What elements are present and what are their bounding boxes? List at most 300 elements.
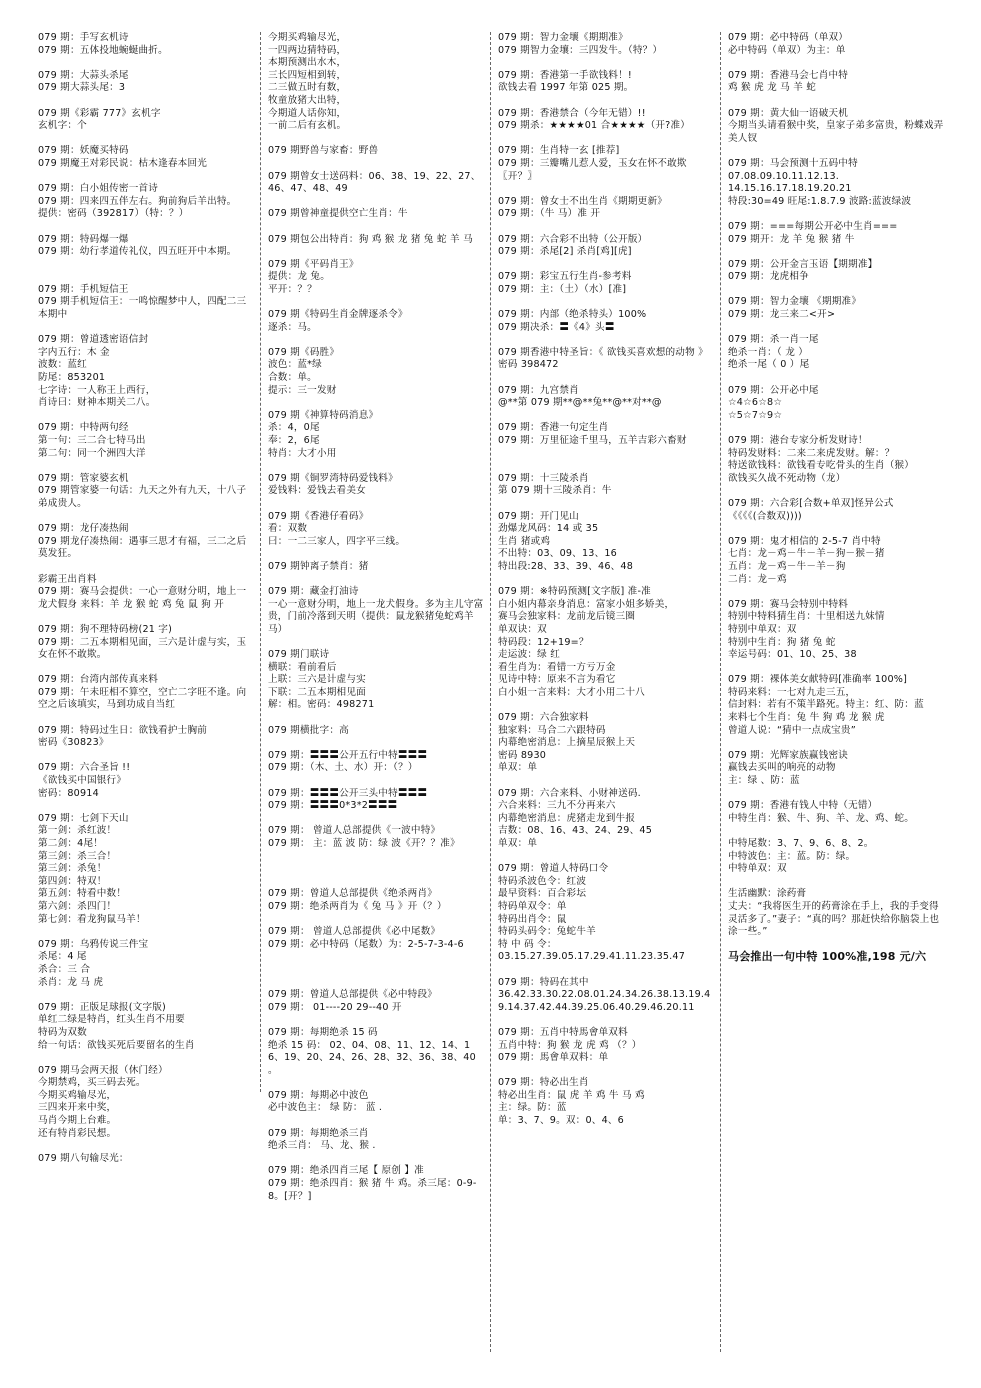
tip-line [38,271,256,284]
tip-block [498,196,716,221]
tip-block [38,725,256,750]
tip-line: 平开：？？ [268,283,317,295]
tip-line: 二三做五时有数， [268,82,347,94]
tip-line: 赛马会独家料：龙前龙后镜三圈 [498,611,636,623]
tip-line: 079 期：午未旺相不算空，空亡二字旺不逢。向空之后该填实，马到功成自当红 [38,686,247,711]
tip-block [268,888,486,913]
tip-line: 绝杀三肖： 马、龙、猴 . [268,1140,376,1152]
tip-line: 079 期： 曾道人总部提供《必中尾数》 [268,926,441,938]
tip-line: 一心一意财分明，地上一龙犬假身。多为主儿守富贵，门前冷落到天明（提供：鼠龙猴猪兔蛇鸡羊马） [268,598,484,635]
tip-block [268,825,486,850]
tip-line: 079 期：曾道透密语信封 [38,334,149,346]
tip-line: 079 期《特码生肖金牌逐杀令》 [268,309,408,321]
tip-line: 提供：密码（392817）（特：？） [38,208,189,220]
tip-line: 第三剑：杀兔！ [38,863,107,875]
tip-line: 主：绿 、防：蓝 [728,775,800,787]
tip-line: 079 期：生肖特一玄 [推荐] [498,145,620,157]
tip-line: @**第 079 期**@**兔**@**对**@ [498,397,662,409]
tip-line: 079 期：〓〓〓公开三头中特〓〓〓 [268,787,428,799]
tip-line: 特码出肖令：鼠 [498,913,567,925]
tip-block [38,1002,256,1052]
tip-line: 杀：4，0尾 [268,422,320,434]
tip-block [38,574,256,612]
tip-line: 079 期：赛马会特别中特料 [728,598,849,610]
tip-block [38,1153,256,1166]
tip-block [498,977,716,1015]
tip-line: 079 期：龙三来二<开> [728,309,836,321]
tip-line: 杀尾：4 尾 [38,951,87,963]
tip-line: 079 期：曾道人总部提供《必中特段》 [268,989,438,1001]
tip-line: 单：3、7、9。双：0、4、6 [498,1115,624,1127]
tip-block [498,1077,716,1127]
tip-line: 079 期：鬼才相信的 2-5-7 肖中特 [728,535,881,547]
tip-line: 079 期：智力金壤《期期准》 [498,32,628,43]
tip-block [38,70,256,95]
tip-line: 079 期：龙虎相争 [728,271,809,283]
tip-line: 079 期：六合独家料 [498,712,589,724]
tip-line: 内幕绝密消息：上摘星辰猴上天 [498,737,636,749]
tip-block [268,347,486,397]
tip-line: 079 期：狗不理特码榜(21 字) [38,623,173,635]
tip-block [268,410,486,460]
tip-line: 特必出生肖：鼠 虎 羊 鸡 牛 马 鸡 [498,1089,645,1101]
tip-line: 欲钱去看 1997 年第 025 期。 [498,82,634,94]
tip-block [268,145,486,158]
tip-line: 079 期：妖魔买特码 [38,145,129,157]
tip-block [498,108,716,133]
text-column-1 [30,32,260,1358]
tip-line: 中特波色：主：蓝。防：绿。 [728,850,856,862]
tip-line: 079 期：光辉家族赢钱密诀 [728,749,849,761]
tip-line: 七字诗：一人称王上西行， [38,384,156,396]
tip-line: 字内五行：木 金 [38,346,110,358]
tip-line: 14.15.16.17.18.19.20.21 [728,183,852,195]
tip-line: 主：绿。防：蓝 [498,1102,567,1114]
tip-block [38,145,256,170]
tip-block [728,536,946,586]
tip-line: 079 期：管家婆玄机 [38,472,129,484]
tip-line: 079 期：※特码预测[文字版] 准-准 [498,586,651,598]
tip-line: 曾道人说：“猜中一点成宝贵” [728,724,856,736]
tip-line: 079 期：七剑下天山 [38,812,129,824]
tip-line: 079 期：开门见山 [498,510,579,522]
tip-line: 今期禁鸡，买三码去死。 [38,1077,146,1089]
tip-line: 079 期：藏金打油诗 [268,586,359,598]
tip-line: 03.15.27.39.05.17.29.41.11.23.35.47 [498,951,686,963]
tip-line: 079 期：绝杀四肖：猴 猪 牛 鸡。杀三尾：0-9-8。[开？] [268,1178,477,1202]
tip-line: 079 期：〓〓〓0*3*2〓〓〓 [268,800,398,812]
tip-line: 079 期：曾女士不出生肖《期期更新》 [498,195,668,207]
tip-line: 079 期《香港仔看码》 [268,510,369,522]
tip-block [728,838,946,876]
tip-line: 走运波：绿 红 [498,649,561,661]
tip-line: 第 079 期十三陵杀肖：牛 [498,485,612,497]
tip-line: 079 期：六合圣旨 !! [38,762,131,774]
tip-block [268,964,486,977]
tip-line: 079 期：智力金壤 《期期准》 [728,296,862,308]
tip-line: 单双：单 [498,838,538,849]
tip-block [268,788,486,813]
tip-line: 079 期：乌鸦传说三件宝 [38,938,149,950]
tip-block [268,32,486,133]
tip-block [268,989,486,1014]
tip-line: 079 期：香港有钱人中特（无错） [728,800,878,812]
tip-line: 特肖：大才小用 [268,447,337,459]
tip-block [728,750,946,788]
tip-line: 鸡 猴 虎 龙 马 羊 蛇 [728,82,817,94]
tip-line: 079 期： 01----20 29--40 开 [268,1001,402,1013]
tip-block [38,1065,256,1141]
tip-line: 079 期：曾道人总部提供《绝杀两肖》 [268,888,438,900]
tip-block [38,674,256,712]
tip-block [38,939,256,989]
tip-block [728,888,946,938]
tip-line: 079 期：手写玄机诗 [38,32,129,43]
tip-block [498,32,716,57]
tip-block [498,271,716,296]
tip-line: 看生肖为：看错一方亏万金 [498,661,616,673]
tip-line: 波色：蓝*绿 [268,359,322,371]
tip-line: 079 期决杀：〓《4》头〓 [498,321,615,333]
tip-line: 079 期：〓〓〓公开五行中特〓〓〓 [268,749,428,761]
tip-line: 必中特码（单双）为主：单 [728,44,846,56]
tip-line: 第一剑：杀红波！ [38,825,117,837]
tip-line: 079 期：三瓣嘴儿惹人爱，玉女在怀不敢欺〖开？〗 [498,157,687,182]
tip-line: 奉：2，6尾 [268,435,320,446]
tip-line: 第二句：同一个洲四大洋 [38,447,146,459]
text-column-2 [260,32,490,1358]
tip-line: 今期买鸡输尽光， [268,32,347,43]
tip-line: 看：双数 [268,523,308,535]
tip-block [728,599,946,662]
tip-line: 生活幽默：涂药膏 [728,888,807,900]
tip-line: 079 期横批字：高 [268,724,349,736]
tip-line: 给一句话：欲钱买死后要留名的生肖 [38,1039,195,1051]
tip-line: 07.08.09.10.11.12.13. [728,170,840,182]
tip-line: ☆4☆6☆8☆ [728,397,783,409]
tip-line: 特段:30=49 旺尾:1.8.7.9 波路:蓝波绿波 [728,195,912,207]
tip-line: 肖诗曰：财神本期关二八。 [38,397,156,409]
tip-block [728,221,946,246]
tip-line: 079 期钟离子禁肖：猪 [268,560,369,572]
tip-line: 079 期门联诗 [268,649,330,661]
tip-line: 079 期智力金壤：三四发牛。（特？） [498,44,663,56]
tip-line: 079 期：二五本期相见面，三六是计虚与实，玉女在怀不敢欺。 [38,636,247,661]
tip-line: 079 期：六合彩[合数+单双]怪异公式 [728,497,894,509]
tip-line: 生肖 猪或鸡 [498,535,551,547]
tip-line: 079 期：必中特码（尾数）为：2-5-7-3-4-6 [268,938,464,950]
tip-block [728,385,946,423]
tip-line: 第七剑：看龙狗鼠马羊！ [38,913,146,925]
tip-line: 079 期：每期绝杀三肖 [268,1127,369,1139]
tip-line: 赢钱去买叫的响亮的动物 [728,762,836,774]
tip-block [498,712,716,775]
tip-line: 079 期：十三陵杀肖 [498,472,589,484]
tip-block [268,561,486,574]
tip-block [268,511,486,549]
tip-line: 第二剑：4尾！ [38,838,104,849]
tip-line: 二肖：龙－鸡 [728,573,787,585]
tip-line: 绝杀一肖：（ 龙 ） [728,346,809,358]
tip-block [38,473,256,511]
tip-line: 独家料：马合二六跟特码 [498,724,606,736]
tip-line: 079 期：手机短信王 [38,283,129,295]
tip-line: 079 期野兽与家畜：野兽 [268,145,379,157]
tip-line: 白小姐内幕亲身消息：富家小姐多娇美， [498,598,675,610]
tip-line: 三四来开来中奖， [38,1102,117,1114]
tip-line: 见诗中特：原来不言为看它 [498,674,616,686]
tip-block [38,422,256,460]
tip-block [728,32,946,57]
tip-block [38,334,256,410]
tip-line: 逐杀：马。 [268,321,317,333]
tip-line: 079 期《平码肖王》 [268,258,359,270]
tip-line: 079 期：赛马会提供：一心一意财分明，地上一龙犬假身 来料：羊 龙 猴 蛇 鸡 兔 鼠 狗 开 [38,586,247,610]
tip-line: 上联：三六是计虚与实 [268,674,366,686]
tip-block [268,1027,486,1077]
tip-line: 079 期：公开必中尾 [728,384,819,396]
tip-line: 079 期：绝杀四肖三尾【 原创 】准 [268,1165,424,1177]
tip-line: 杀肖：龙 马 虎 [38,976,104,988]
tip-line: 079 期：必中特码（单双） [728,32,849,43]
tip-line: 079 期《彩霸 777》玄机字 [38,107,161,119]
tip-line: 爱钱料：爱钱去看美女 [268,485,366,497]
tip-line: 本期预测出水木， [268,57,347,69]
tip-block [38,183,256,221]
tip-line: 079 期：杀一肖一尾 [728,334,819,346]
tip-line: 解：相。密码：498271 [268,699,375,711]
tip-line: 《欲钱买中国银行》 [38,775,127,787]
tip-line: 079 期：绝杀两肖为《 兔 马 》开（？） [268,900,447,912]
tip-line: 今期买鸡输尽光， [38,1089,117,1101]
tip-line: 079 期大蒜头尾：3 [38,82,126,94]
tip-block [728,296,946,321]
tip-line [498,460,716,473]
tip-line: 劲爆龙风码：14 或 35 [498,523,599,535]
tip-line: 079 期：主：（土）（水）[准] [498,283,627,295]
tip-line: 特送欲钱料：欲钱看专吃骨头的生肖（猴） [728,460,915,472]
tip-block [38,624,256,662]
tip-line: 079 期：彩宝五行生肖-参考料 [498,271,632,283]
tip-line: 36.42.33.30.22.08.01.24.34.26.38.13.19.49.14.37.42.44.39.25.06.40.29.46.20.11 [498,989,711,1013]
tip-line: 《《《《(合数双)))) [728,510,802,522]
tip-line: 提示：三一发财 [268,384,337,396]
tip-line: 绝杀一尾（ 0 ）尾 [728,359,810,371]
tip-line: 特码为双数 [38,1026,87,1038]
tip-line: 079 期：每期必中波色 [268,1089,369,1101]
tip-block [268,1128,486,1153]
tip-line: 特码杀波色令：红波 [498,875,587,887]
tip-line: 079 期：九宫禁肖 [498,384,579,396]
tip-line: 特别中特料猜生肖：十里相送九妹情 [728,611,885,623]
tip-line: 079 期：馬會单双料：单 [498,1052,609,1064]
tip-block [268,750,486,775]
tip-block [728,70,946,95]
tip-block [268,259,486,297]
tip-line: 防尾：853201 [38,372,106,384]
tip-block [268,171,486,196]
tip-block [38,32,256,57]
tip-block [498,234,716,259]
tip-line: 波数：蓝红 [38,359,87,371]
tip-line: 079 期：五肖中特馬會单双料 [498,1026,628,1038]
tip-line: 079 期手机短信王：一鸣惊醒梦中人，四配二三本期中 [38,296,247,321]
tip-block [38,523,256,561]
tip-line: 079 期马会两天报（休门经） [38,1064,168,1076]
tip-line: 白小姐一言来料：大才小用二十八 [498,686,645,698]
tip-line: 三长四短相到转， [268,69,347,81]
tip-line: 079 期《神算特码消息》 [268,409,379,421]
tip-line: 今期道人话你知， [268,107,347,119]
tip-block [498,788,716,851]
tip-line: 单双：单 [498,762,538,774]
tip-line: 079 期：每期绝杀 15 码 [268,1026,378,1038]
tip-block [498,460,716,498]
tip-block [498,309,716,334]
tip-block [498,1027,716,1065]
tip-line: 信封料：若有不策半路死。特主：红、防：蓝 [728,699,924,711]
tip-block [268,926,486,951]
tip-line: 079 期：特必出生肖 [498,1077,589,1089]
tip-line: 杀合：三 合 [38,963,91,975]
tip-line: 079 期：裸体美女献特码[准确率 100%] [728,674,908,686]
tip-line: 密码《30823》 [38,737,109,749]
tip-line: 079 期：香港马会七肖中特 [728,69,849,81]
tip-line: 特码来料：一七对九走三五， [728,686,856,698]
tip-line: 079 期：内部（绝杀特头）100% [498,309,647,321]
tip-line [268,964,486,977]
tip-line: 玄机字：个 [38,120,87,132]
tip-line: 079 期：特码过生日：欲钱看护士胸前 [38,724,208,736]
tip-block [498,145,716,183]
tip-line: 中特尾数：3、7、9、6、8、2。 [728,838,874,849]
tip-block [268,725,486,738]
tip-line: 079 期：五体投地蜿蜒曲折。 [38,44,168,56]
tip-block [498,422,716,447]
tip-line: 内幕绝密消息：虎猪走龙到牛报 [498,812,636,824]
tip-line: 079 期：杀尾[2] 杀肖[鸡][虎] [498,246,632,258]
tip-line: 079 期《码胜》 [268,346,340,358]
tip-line: 079 期： 曾道人总部提供《一波中特》 [268,825,441,837]
tip-line: 密码 8930 [498,749,547,761]
tip-line: 079 期：马会预测十五码中特 [728,157,858,169]
tip-line: 079 期：香港第一手欲钱料！! [498,69,632,81]
tip-block [498,347,716,372]
tip-line: 079 期香港中特圣旨：《 欲钱买喜欢想的动物 》密码 398472 [498,346,708,371]
tip-block [498,385,716,410]
tip-line: 079 期曾女士送码料：06、38、19、22、27、46、47、48、49 [268,170,481,195]
tip-line: 特码段：12+19=？ [498,636,589,648]
tip-line: 横联：看前看后 [268,661,337,673]
tip-line: 079 期《铜罗湾特码爱钱料》 [268,472,398,484]
tip-block [268,309,486,334]
tip-line: 下联：二五本期相见面 [268,686,366,698]
tip-line: 079 期：白小姐传密一首诗 [38,183,159,195]
tip-line: 079 期：港台专家分析发财诗！ [728,435,868,446]
tip-line: 079 期： 主：蓝 波 防：绿 波《开？？准》 [268,838,460,849]
tip-block [38,762,256,800]
tip-line: 绝杀 15 码： 02、04、08、11、12、14、16、19、20、24、26、28、32、36、38、40 。 [268,1039,480,1076]
tip-line: 特别中单双：双 [728,623,797,635]
tip-line: 提供：龙 兔。 [268,271,331,283]
tip-block [38,108,256,133]
tip-line: 第六剑：杀四门！ [38,900,117,912]
tip-line: 单双诀：双 [498,623,547,635]
tip-line: 一四两边猜特码， [268,44,347,56]
tip-block [268,649,486,712]
tip-block [728,158,946,208]
tip-block [268,234,486,247]
tip-line: 第三剑：杀三合！ [38,850,117,862]
tip-block [268,208,486,221]
tip-line: 今期当头请看猴中奖，皇家子弟多富贵，粉蝶戏弄美人钗 [728,120,944,144]
tip-line: 马肖今期上台难。 [38,1115,117,1127]
tip-block [268,473,486,498]
tip-line: 不出特：03、09、13、16 [498,548,617,560]
tip-block [38,234,256,259]
promo-line: 马会推出一句中特 100%准,198 元/六 [728,950,927,964]
tip-block [728,108,946,146]
tip-line: 中特生肖：猴、牛、狗、羊、龙、鸡、蛇。 [728,812,915,824]
tip-line: 079 期管家婆一句话：九天之外有九天，十八子弟成贵人。 [38,485,247,509]
tip-line: ☆5☆7☆9☆ [728,409,783,421]
tip-line: 079 期：六合来料、小财神送码. [498,787,641,799]
tip-line: 079 期魔王对彩民说：枯木逢春本回光 [38,157,208,169]
tip-line: 特码单双令：单 [498,900,567,912]
tip-block [268,1090,486,1115]
tip-line: 还有特肖彩民想。 [38,1127,117,1139]
tip-line: 079 期包公出特肖：狗 鸡 猴 龙 猪 兔 蛇 羊 马 [268,233,473,245]
tip-line: 幸运号码：01、10、25、38 [728,649,857,661]
tip-block [38,813,256,926]
tip-line: 079 期八句输尽光： [38,1152,129,1164]
tip-line: 079 期：中特两句经 [38,422,129,434]
tip-line: 079 期开：龙 羊 兔 猴 猪 牛 [728,233,855,245]
tip-line: 特出段:28、33、39、46、48 [498,560,634,572]
tip-block [38,271,256,321]
tip-line: 079 期：香港一句定生肖 [498,422,609,434]
tip-line: 七肖：龙－鸡－牛－羊－狗－猴－猪 [728,548,885,560]
tip-line: 特 中 码 令： [498,938,557,950]
tip-block [728,334,946,372]
tip-line: 079 期：公开金言玉语【期期准】 [728,258,878,270]
tip-line: 079 期：六合彩不出特（公开版） [498,233,648,245]
tip-line: 079 期：四来四五伴左右。狗前狗后羊出特。 [38,195,237,207]
tip-line: 079 期：大蒜头杀尾 [38,69,129,81]
tip-line: 079 期：黄大仙一语破天机 [728,107,849,119]
tip-line: 中特单双：双 [728,863,787,875]
tip-line: 一前二后有玄机。 [268,120,347,132]
tip-line: 079 期：（木、土、水）开：（？） [268,762,418,774]
tip-line: 079 期：===每期公开必中生肖=== [728,220,898,232]
tip-line: 吉数：08、16、43、24、29、45 [498,825,652,837]
tip-line: 欲钱买久战不死动物（龙） [728,472,846,484]
tip-line: 六合来料：三九不分再来六 [498,800,616,812]
tip-line: 丈夫：“我将医生开的药膏涂在手上，我的手变得灵活多了。”妻子：“真的吗？那赶快给你脑袋上也涂一些。” [728,900,940,938]
tip-line: 079 期：龙仔凑热闹 [38,523,129,535]
tip-block [268,586,486,636]
tip-line [268,863,486,876]
tip-block [268,1165,486,1203]
tip-block [498,863,716,964]
tip-line: 079 期杀：★★★★01 合★★★★（开?准） [498,120,691,132]
tip-line: 079 期：台湾内部传真来料 [38,674,159,686]
tip-line: 079 期：曾道人特码口令 [498,863,609,875]
tip-line: 第一句：三二合七特马出 [38,435,146,446]
tip-block [728,800,946,825]
text-column-3 [490,32,720,1358]
tip-block [498,70,716,95]
